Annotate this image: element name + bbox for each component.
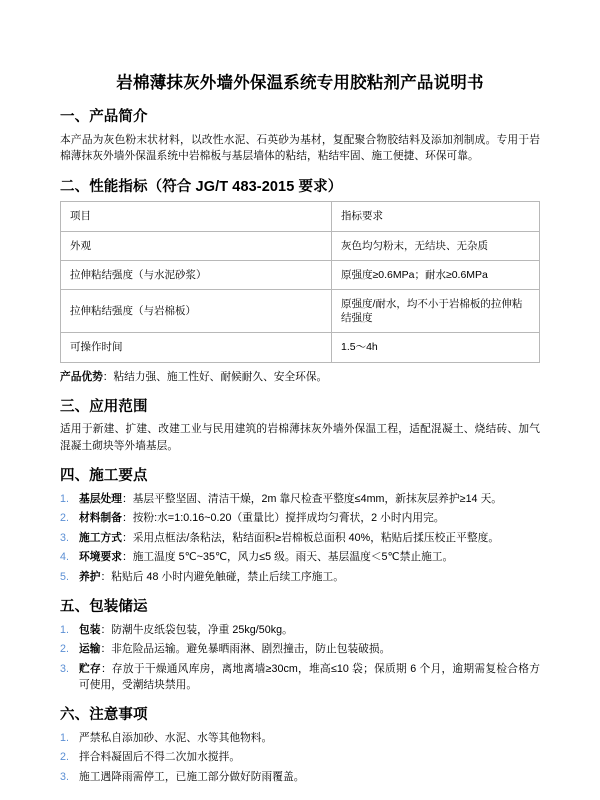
list-item-label: 施工方式 [79,531,122,544]
list-item [60,622,540,638]
table-row [61,290,540,333]
product-advantage-text: ：粘结力强、施工性好、耐候耐久、安全环保。 [102,370,328,383]
table-header-item: 项目 [61,202,332,231]
list-item-number: 1. [60,623,70,636]
table-row [61,260,540,289]
table-cell-item: 可操作时间 [61,333,332,362]
list-item [60,491,540,507]
list-item-text: ：非危险品运输。避免暴晒雨淋、剧烈撞击，防止包装破损。 [100,643,391,656]
list-item-text: 拌合料凝固后不得二次加水搅拌。 [79,751,241,764]
list-item-number: 3. [60,531,70,544]
spec-table [60,201,540,362]
list-item-text: ：粘贴后 48 小时内避免触碰，禁止后续工序施工。 [100,570,344,583]
list-item-number: 2. [60,512,70,525]
list-item-label: 养护 [79,570,101,583]
list-item-label: 贮存 [79,662,101,675]
list-item-number: 3. [60,662,70,675]
list-item-text: ：施工温度 5℃~35℃，风力≤5 级。雨天、基层温度＜5℃禁止施工。 [121,551,454,564]
table-row [61,333,540,362]
section-heading-notes: 六、注意事项 [60,707,148,724]
list-item-text: ：采用点框法/条粘法，粘结面积≥岩棉板总面积 40%，粘贴后揉压校正平整度。 [121,531,500,544]
list-item [60,549,540,565]
packaging-list [60,622,540,693]
list-item-text: ：防潮牛皮纸袋包装，净重 25kg/50kg。 [100,623,293,636]
section-heading-spec: 二、性能指标（符合 JG/T 483-2015 要求） [60,178,343,195]
list-item-number: 1. [60,731,70,744]
list-item-label: 基层处理 [79,492,122,505]
table-row [61,231,540,260]
table-cell-item: 拉伸粘结强度（与水泥砂浆） [61,260,332,289]
list-item-label: 环境要求 [79,551,122,564]
list-item-number: 5. [60,570,70,583]
table-header-row [61,202,540,231]
spec-table-body [61,202,540,362]
notes-list [60,730,540,785]
list-item [60,749,540,765]
list-item-label: 包装 [79,623,101,636]
list-item-number: 2. [60,643,70,656]
list-item [60,641,540,657]
list-item-label: 材料制备 [79,512,122,525]
construction-list [60,491,540,585]
list-item [60,661,540,693]
list-item-number: 3. [60,770,70,783]
list-item [60,510,540,526]
list-item-number: 2. [60,751,70,764]
list-item-text: ：存放于干燥通风库房，离地离墙≥30cm，堆高≤10 袋；保质期 6 个月，逾期需复检合格方可使用，受潮结块禁用。 [79,662,540,691]
section-heading-intro: 一、产品简介 [60,109,148,126]
list-item-number: 4. [60,551,70,564]
table-cell-item: 外观 [61,231,332,260]
product-advantage [60,369,540,385]
table-cell-requirement: 原强度/耐水，均不小于岩棉板的拉伸粘结强度 [332,290,540,333]
table-cell-requirement: 灰色均匀粉末，无结块、无杂质 [332,231,540,260]
section-heading-scope: 三、应用范围 [60,398,148,415]
list-item-number: 1. [60,492,70,505]
section-heading-construction: 四、施工要点 [60,467,148,484]
intro-paragraph: 本产品为灰色粉末状材料，以改性水泥、石英砂为基材，复配聚合物胶结料及添加剂制成。专用于岩棉薄抹灰外墙外保温系统中岩棉板与基层墙体的粘结，粘结牢固、施工便捷、环保可靠。 [60,134,540,163]
table-cell-requirement: 原强度≥0.6MPa；耐水≥0.6MPa [332,260,540,289]
table-header-requirement: 指标要求 [332,202,540,231]
list-item-text: ：基层平整坚固、清洁干燥，2m 靠尺检查平整度≤4mm，新抹灰层养护≥14 天。 [121,492,503,505]
table-cell-item: 拉伸粘结强度（与岩棉板） [61,290,332,333]
list-item [60,569,540,585]
list-item [60,769,540,785]
table-cell-requirement: 1.5～4h [332,333,540,362]
list-item-label: 运输 [79,643,101,656]
product-advantage-label: 产品优势 [60,370,103,383]
list-item-text: 施工遇降雨需停工，已施工部分做好防雨覆盖。 [79,770,305,783]
list-item [60,730,540,746]
list-item [60,530,540,546]
section-heading-packaging: 五、包装储运 [60,599,148,616]
list-item-text: 严禁私自添加砂、水泥、水等其他物料。 [79,731,273,744]
scope-paragraph: 适用于新建、扩建、改建工业与民用建筑的岩棉薄抹灰外墙外保温工程，适配混凝土、烧结砖、加气混凝土砌块等外墙基层。 [60,423,540,452]
list-item-text: ：按粉:水=1:0.16~0.20（重量比）搅拌成均匀膏状，2 小时内用完。 [121,512,445,525]
page-title: 岩棉薄抹灰外墙外保温系统专用胶粘剂产品说明书 [116,74,484,92]
